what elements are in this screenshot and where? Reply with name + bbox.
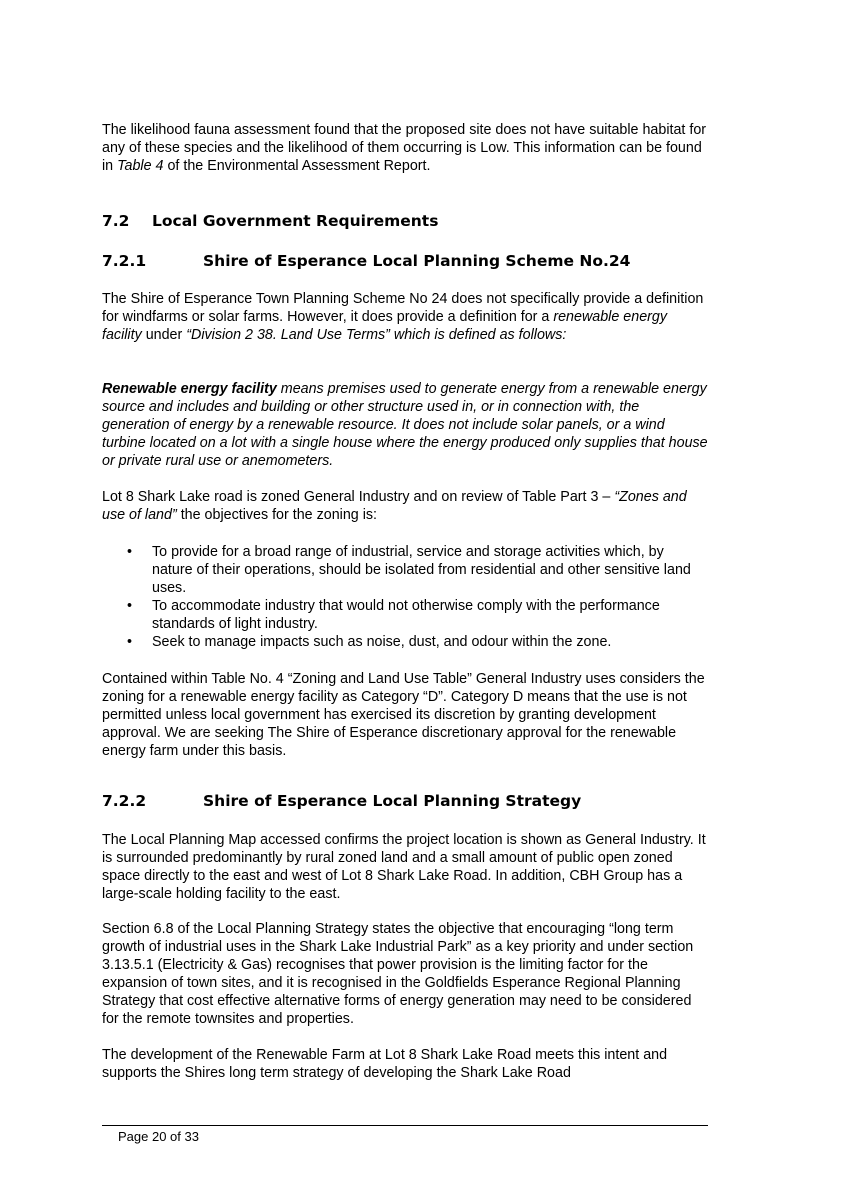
section-heading-7-2 <box>102 212 438 230</box>
list-item: • Seek to manage impacts such as noise, dust, and odour within the zone. <box>127 634 612 650</box>
section-title: Shire of Esperance Local Planning Strategy <box>203 792 582 810</box>
list-item: • To provide for a broad range of industrial, service and storage activities which, by nature of their operations, should be isolated from residential and other sensitive land uses. <box>127 544 691 596</box>
strategy-paragraph-2: Section 6.8 of the Local Planning Strategy states the objective that encouraging “long term growth of industrial uses in the Shark Lake Industrial Park” as a key priority and under section 3.13.5.1 (Electricity & Gas) recognises that power provision is the limiting factor for the expansion of town sites, and it is recognised in the Goldfields Esperance Regional Planning Strategy that cost effective alternative forms of energy generation may need to be considered for the remote townsites and properties. <box>102 921 694 1027</box>
strategy-paragraph-1: The Local Planning Map accessed confirms the project location is shown as General Industry. It is surrounded predominantly by rural zoned land and a small amount of public open zoned space directly to the east and west of Lot 8 Shark Lake Road. In addition, CBH Group has a large-scale holding facility to the east. <box>102 832 706 902</box>
section-heading-7-2-1 <box>102 252 630 270</box>
list-item: • To accommodate industry that would not otherwise comply with the performance standards of light industry. <box>127 598 660 632</box>
section-heading-7-2-2 <box>102 792 581 810</box>
strategy-paragraph-3: The development of the Renewable Farm at Lot 8 Shark Lake Road meets this intent and supports the Shires long term strategy of developing the Shark Lake Road <box>102 1047 668 1081</box>
section-number: 7.2.2 <box>102 792 147 810</box>
definition-paragraph: Renewable energy facility means premises used to generate energy from a renewable energy source and includes and building or other structure used in, or in connection with, the generation of energy by a renewable resource. It does not include solar panels, or a wind turbine located on a lot with a single house where the energy produced only supplies that house or private rural use or anemometers. <box>102 381 708 469</box>
section-number: 7.2.1 <box>102 252 147 270</box>
page-number: Page 20 of 33 <box>118 1129 199 1144</box>
section-title: Shire of Esperance Local Planning Scheme No.24 <box>203 252 631 270</box>
objectives-list <box>102 543 708 651</box>
section-title: Local Government Requirements <box>152 212 439 230</box>
land-use-paragraph: Contained within Table No. 4 “Zoning and Land Use Table” General Industry uses considers the zoning for a renewable energy facility as Category “D”. Category D means that the use is not permitted unless local government has exercised its discretion by granting development approval. We are seeking The Shire of Esperance discretionary approval for the renewable energy farm under this basis. <box>102 671 705 759</box>
zoning-paragraph: Lot 8 Shark Lake road is zoned General Industry and on review of Table Part 3 – “Zones and use of land” the objectives for the zoning is: <box>102 489 687 523</box>
footer-divider <box>102 1125 708 1126</box>
scheme-paragraph: The Shire of Esperance Town Planning Scheme No 24 does not specifically provide a definition for windfarms or solar farms. However, it does provide a definition for a renewable energy facility under “Division 2 38. Land Use Terms” which is defined as follows: <box>102 291 704 343</box>
section-number: 7.2 <box>102 212 130 230</box>
intro-paragraph: The likelihood fauna assessment found that the proposed site does not have suitable habitat for any of these species and the likelihood of them occurring is Low. This information can be found in Table 4 of the Environmental Assessment Report. <box>102 122 707 174</box>
